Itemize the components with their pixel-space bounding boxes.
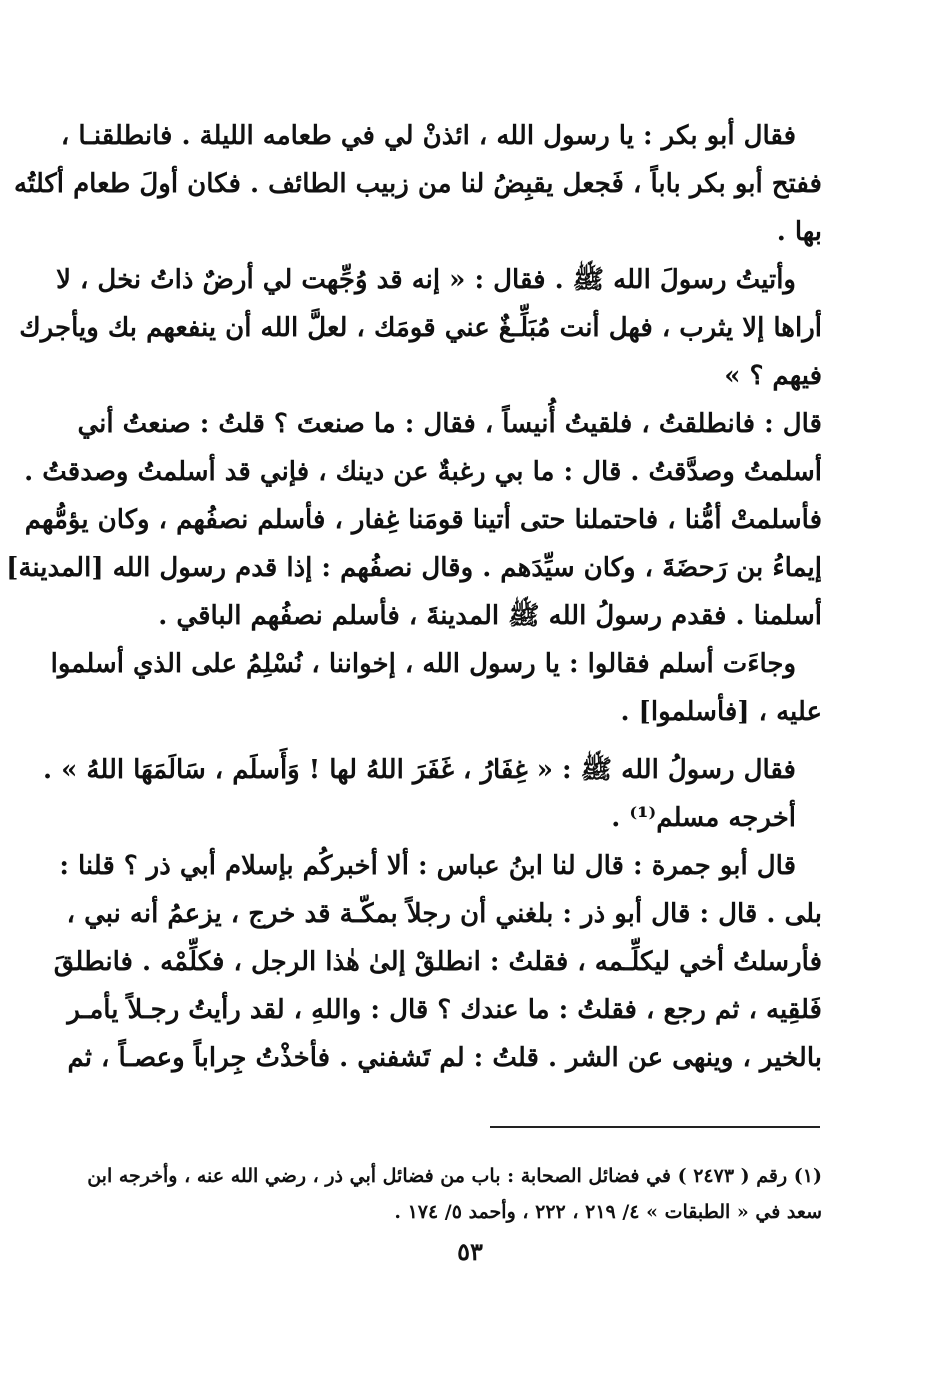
text-line: أسلمتُ وصدَّقتُ . قال : ما بي رغبةٌ عن دينك ، فإني قد أسلمتُ وصدقتُ . xyxy=(24,457,822,487)
paragraph xyxy=(150,794,822,842)
text-line: فأسلمتْ أمُّنا ، فاحتملنا حتى أتينا قومَنا غِفار ، فأسلم نصفُهم ، وكان يؤمُّهم xyxy=(24,505,822,535)
text-line: قال أبو جمرة : قال لنا ابنُ عباس : ألا أخبركُم بإسلام أبي ذر ؟ قلنا : xyxy=(59,851,796,881)
paragraph xyxy=(43,746,822,794)
main-text xyxy=(6,112,822,1082)
text-line: وجاءَت أسلم فقالوا : يا رسول الله ، إخواننا ، نُسْلِمُ على الذي أسلموا xyxy=(50,649,796,679)
footnote xyxy=(87,1158,822,1230)
footnote-divider xyxy=(490,1126,820,1128)
footnote-line: سعد في « الطبقات » ٤/ ٢١٩ ، ٢٢٢ ، وأحمد ٥/ ١٧٤ . xyxy=(394,1201,822,1223)
text-line: وأتيتُ رسولَ الله ﷺ . فقال : « إنه قد وُجِّهت لي أرضٌ ذاتُ نخل ، لا xyxy=(56,265,796,295)
text-line: فيهم ؟ » xyxy=(724,361,822,391)
text-line: بها . xyxy=(776,217,822,247)
text-line: أخرجه مسلم⁽¹⁾ . xyxy=(611,803,796,833)
paragraph xyxy=(19,256,822,400)
text-line: بلى . قال : قال أبو ذر : بلغني أن رجلاً بمكّـة قد خرج ، يزعمُ أنه نبي ، xyxy=(66,899,822,929)
footnote-line: (١) رقم ( ٢٤٧٣ ) في فضائل الصحابة : باب من فضائل أبي ذر ، رضي الله عنه ، وأخرجه ابن xyxy=(87,1165,822,1187)
paragraph xyxy=(50,640,822,736)
text-line: عليه ، [فأسلموا] . xyxy=(620,697,822,727)
text-line: أراها إلا يثرب ، فهل أنت مُبَلِّـغٌ عني قومَك ، لعلَّ الله أن ينفعهم بك ويأجرك xyxy=(19,313,822,343)
text-line: فقال رسولُ الله ﷺ : « غِفَارُ ، غَفَرَ اللهُ لها ! وَأَسلَم ، سَالَمَهَا اللهُ » . xyxy=(43,755,796,785)
page-number: ٥٣ xyxy=(457,1237,483,1266)
text-line: بالخير ، وينهى عن الشر . قلتُ : لم تَشفني . فأخذْتُ جِراباً وعصـاً ، ثم xyxy=(67,1043,822,1073)
paragraph xyxy=(53,842,822,1082)
text-line: أسلمنا . فقدم رسولُ الله ﷺ المدينةَ ، فأسلم نصفُهم الباقي . xyxy=(158,601,822,631)
paragraph xyxy=(14,112,822,256)
text-line: فَلقِيه ، ثم رجع ، فقلتُ : ما عندك ؟ قال : واللهِ ، لقد رأيتُ رجـلاً يأمـر xyxy=(67,995,822,1025)
text-line: فأرسلتُ أخي ليكلِّـمه ، فقلتُ : انطلقْ إلىٰ هٰذا الرجل ، فكلِّمْه . فانطلقَ xyxy=(53,947,822,977)
text-line: إيماءُ بن رَحضَةَ ، وكان سيِّدَهم . وقال نصفُهم : إذا قدم رسول الله [المدينة] xyxy=(6,553,822,583)
text-line: قال : فانطلقتُ ، فلقيتُ أُنيساً ، فقال : ما صنعتَ ؟ قلتُ : صنعتُ أني xyxy=(77,409,822,439)
text-line: ففتح أبو بكر باباً ، فَجعل يقبِضُ لنا من زبيب الطائف . فكان أولَ طعام أكلتُه xyxy=(14,169,822,199)
text-line: فقال أبو بكر : يا رسول الله ، ائذنْ لي في طعامه الليلة . فانطلقنـا ، xyxy=(60,121,796,151)
paragraph xyxy=(6,400,822,640)
